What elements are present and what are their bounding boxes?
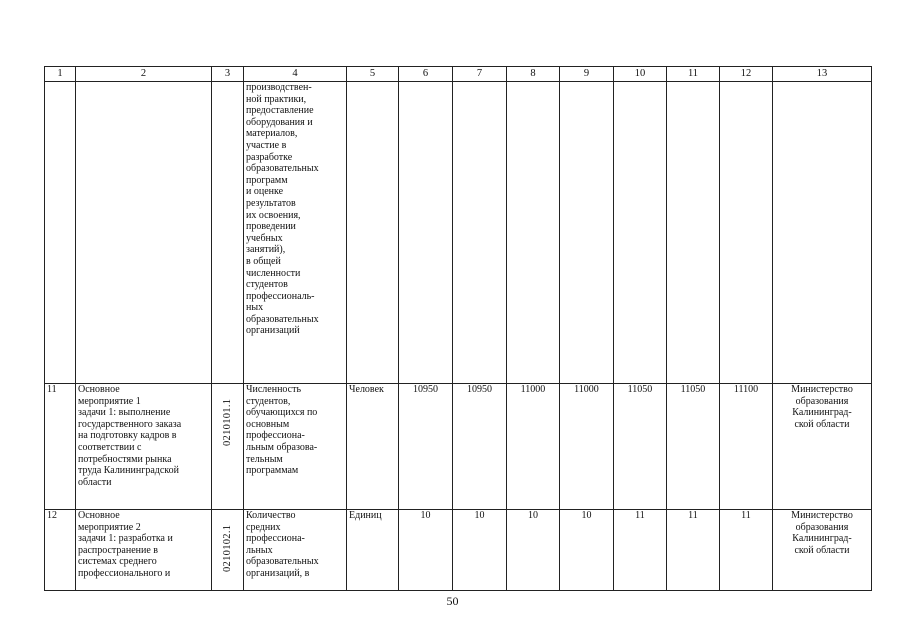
value-cell: 11: [614, 510, 667, 591]
table-cell: [399, 82, 453, 384]
indicator-text: Количество средних профессиона- льных образовательных организаций, в: [244, 510, 347, 591]
indicator-text: производствен- ной практики, предоставление оборудования и материалов, участие в разработке образовательных программ и оценке результатов их освоения, проведении учебных занятий), в общей численности студентов профессиональ- ных образовательных организаций: [244, 82, 347, 384]
value-cell: 10: [453, 510, 507, 591]
unit-cell: Человек: [347, 384, 399, 510]
table-cell: [614, 82, 667, 384]
table-cell: [212, 82, 244, 384]
header-cell: 10: [614, 67, 667, 82]
header-cell: 6: [399, 67, 453, 82]
budget-code: 0210101.1: [221, 398, 233, 446]
code-cell: [212, 510, 244, 591]
row-number: 11: [45, 384, 76, 510]
value-cell: 11050: [667, 384, 720, 510]
table-cell: [720, 82, 773, 384]
header-cell: 2: [76, 67, 212, 82]
table-cell: [667, 82, 720, 384]
value-cell: 10: [560, 510, 614, 591]
header-cell: 13: [773, 67, 872, 82]
value-cell: 11050: [614, 384, 667, 510]
value-cell: 11: [667, 510, 720, 591]
table-cell: [453, 82, 507, 384]
header-cell: 9: [560, 67, 614, 82]
data-table: [44, 66, 872, 591]
header-row: [45, 67, 872, 82]
responsible-cell: Министерство образования Калининград- ской области: [773, 384, 872, 510]
value-cell: 10: [507, 510, 560, 591]
responsible-cell: Министерство образования Калининград- ской области: [773, 510, 872, 591]
header-cell: 7: [453, 67, 507, 82]
value-cell: 11000: [560, 384, 614, 510]
header-cell: 4: [244, 67, 347, 82]
value-cell: 10950: [399, 384, 453, 510]
table-cell: [76, 82, 212, 384]
table-row: [45, 384, 872, 510]
table-cell: [45, 82, 76, 384]
measure-description: Основное мероприятие 1 задачи 1: выполнение государственного заказа на подготовку кадров в соответствии с потребностями рынка труда Калининградской области: [76, 384, 212, 510]
header-cell: 8: [507, 67, 560, 82]
table-row: [45, 510, 872, 591]
unit-cell: Единиц: [347, 510, 399, 591]
table-cell: [560, 82, 614, 384]
code-cell: [212, 384, 244, 510]
row-number: 12: [45, 510, 76, 591]
budget-code: 0210102.1: [221, 524, 233, 572]
header-cell: 1: [45, 67, 76, 82]
page-number: 50: [446, 594, 459, 608]
value-cell: 10950: [453, 384, 507, 510]
table-cell: [347, 82, 399, 384]
table-row-continuation: [45, 82, 872, 384]
header-cell: 11: [667, 67, 720, 82]
header-cell: 12: [720, 67, 773, 82]
value-cell: 11: [720, 510, 773, 591]
measure-description: Основное мероприятие 2 задачи 1: разработка и распространение в системах среднего профессионального и: [76, 510, 212, 591]
header-cell: 5: [347, 67, 399, 82]
table-cell: [507, 82, 560, 384]
indicator-text: Численность студентов, обучающихся по основным профессиона- льным образова- тельным программам: [244, 384, 347, 510]
value-cell: 11000: [507, 384, 560, 510]
value-cell: 10: [399, 510, 453, 591]
header-cell: 3: [212, 67, 244, 82]
table-cell: [773, 82, 872, 384]
value-cell: 11100: [720, 384, 773, 510]
